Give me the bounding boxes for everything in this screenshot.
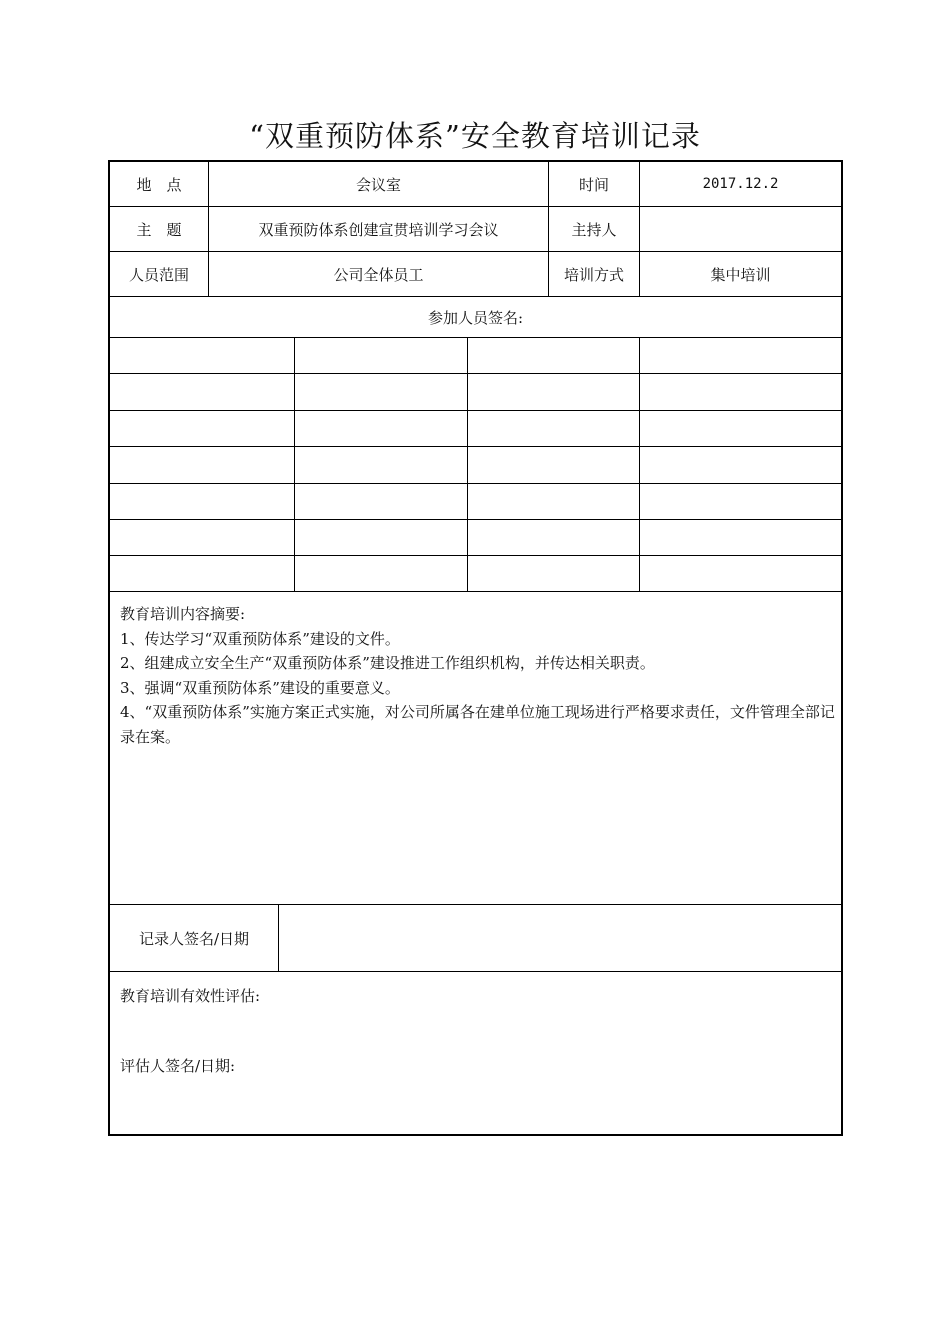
attendee-signature-cell[interactable] xyxy=(295,411,467,446)
attendee-signature-cell[interactable] xyxy=(110,447,294,483)
topic-value[interactable]: 双重预防体系创建宣贯培训学习会议 xyxy=(258,220,499,239)
attendee-signature-cell[interactable] xyxy=(468,338,639,373)
attendee-signature-cell[interactable] xyxy=(295,556,467,591)
attendee-signature-cell[interactable] xyxy=(110,556,294,591)
attendee-signature-cell[interactable] xyxy=(640,520,841,555)
attendee-signature-cell[interactable] xyxy=(468,374,639,410)
attendee-signature-cell[interactable] xyxy=(110,374,294,410)
scope-value[interactable]: 公司全体员工 xyxy=(333,265,424,284)
host-value[interactable] xyxy=(640,207,841,251)
scope-label: 人员范围 xyxy=(128,265,189,284)
attendee-signature-cell[interactable] xyxy=(640,447,841,483)
attendee-signature-cell[interactable] xyxy=(640,338,841,373)
evaluator-signature-label[interactable]: 评估人签名/日期: xyxy=(120,1057,236,1075)
attendee-signature-cell[interactable] xyxy=(295,374,467,410)
summary-item: 4、“双重预防体系”实施方案正式实施，对公司所属各在建单位施工现场进行严格要求责任，文件管理全部记录在案。 xyxy=(120,703,835,746)
attendance-header: 参加人员签名: xyxy=(427,308,524,327)
attendee-signature-cell[interactable] xyxy=(110,520,294,555)
attendee-signature-cell[interactable] xyxy=(110,338,294,373)
attendee-signature-cell[interactable] xyxy=(640,411,841,446)
location-value[interactable]: 会议室 xyxy=(355,175,401,194)
method-value[interactable]: 集中培训 xyxy=(710,265,771,284)
evaluation-label: 教育培训有效性评估: xyxy=(120,987,261,1005)
location-label: 地 点 xyxy=(136,175,182,194)
recorder-label: 记录人签名/日期 xyxy=(138,929,250,948)
attendee-signature-cell[interactable] xyxy=(640,374,841,410)
attendee-signature-cell[interactable] xyxy=(295,484,467,519)
host-label: 主持人 xyxy=(571,220,617,239)
time-value[interactable]: 2017.12.2 xyxy=(702,176,779,192)
attendee-signature-cell[interactable] xyxy=(468,447,639,483)
page-title: “双重预防体系”安全教育培训记录 xyxy=(249,119,701,153)
attendee-signature-cell[interactable] xyxy=(295,447,467,483)
method-label: 培训方式 xyxy=(563,265,624,284)
topic-label: 主 题 xyxy=(136,220,182,239)
attendee-signature-cell[interactable] xyxy=(295,520,467,555)
attendee-signature-cell[interactable] xyxy=(468,411,639,446)
summary-heading: 教育培训内容摘要: xyxy=(120,605,246,623)
training-record-table xyxy=(108,160,843,1136)
time-label: 时间 xyxy=(578,175,609,194)
attendee-signature-cell[interactable] xyxy=(110,411,294,446)
summary-item: 2、组建成立安全生产“双重预防体系”建设推进工作组织机构，并传达相关职责。 xyxy=(120,654,655,672)
attendee-signature-cell[interactable] xyxy=(640,484,841,519)
recorder-signature-field[interactable] xyxy=(279,905,841,971)
attendee-signature-cell[interactable] xyxy=(468,556,639,591)
attendee-signature-cell[interactable] xyxy=(110,484,294,519)
attendee-signature-cell[interactable] xyxy=(295,338,467,373)
row-divider xyxy=(110,591,841,592)
attendee-signature-cell[interactable] xyxy=(468,520,639,555)
row-divider xyxy=(110,971,841,972)
content-summary xyxy=(120,602,836,749)
summary-item: 3、强调“双重预防体系”建设的重要意义。 xyxy=(120,678,400,697)
summary-item: 1、传达学习“双重预防体系”建设的文件。 xyxy=(120,629,400,648)
attendee-signature-cell[interactable] xyxy=(468,484,639,519)
attendee-signature-cell[interactable] xyxy=(640,556,841,591)
